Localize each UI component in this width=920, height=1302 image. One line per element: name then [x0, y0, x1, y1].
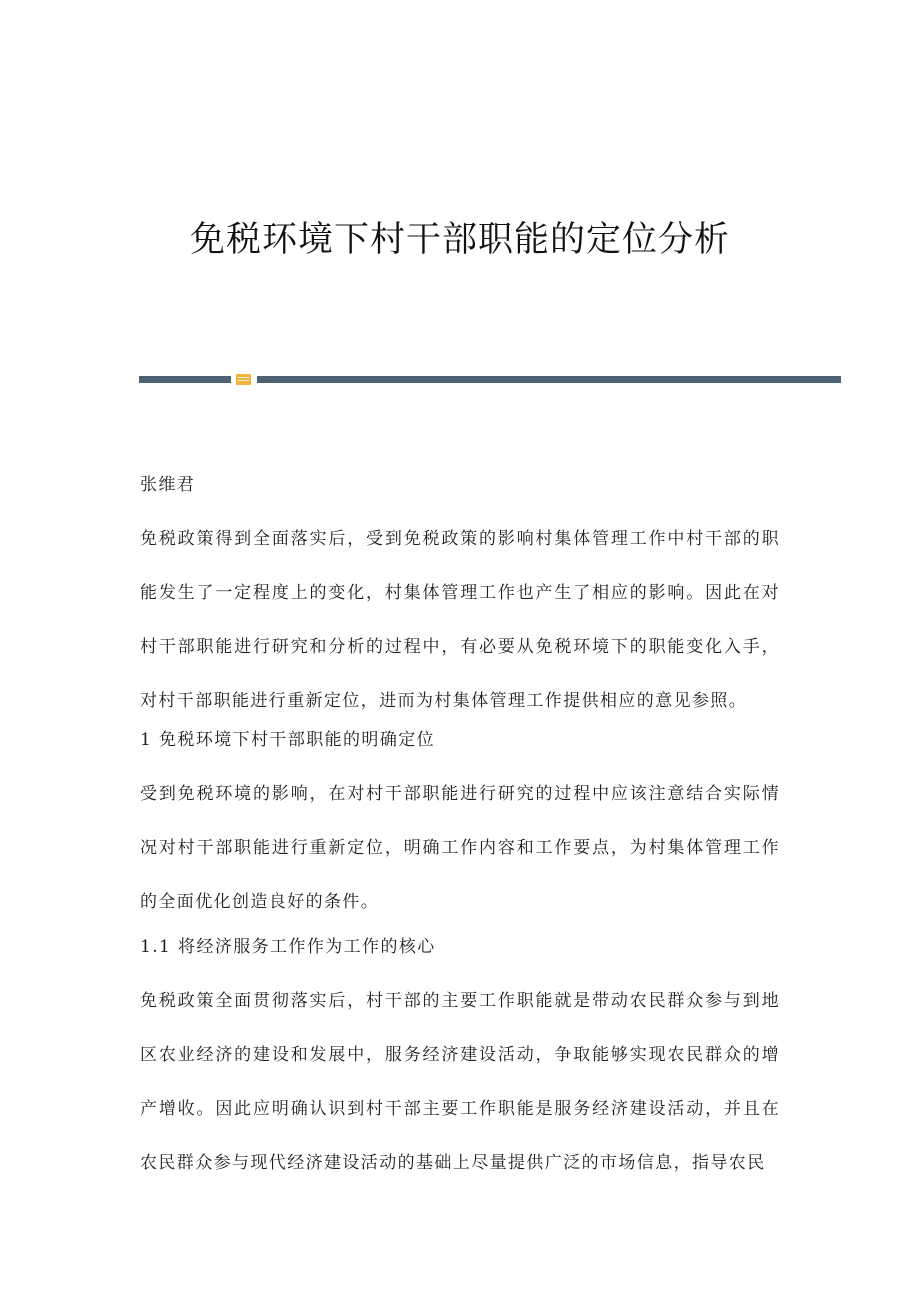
section-1-1-paragraph: 免税政策全面贯彻落实后，村干部的主要工作职能就是带动农民群众参与到地区农业经济的建设和发展中，服务经济建设活动，争取能够实现农民群众的增产增收。因此应明确认识到村干部主要工作职能是服务经济建设活动，并且在农民群众参与现代经济建设活动的基础上尽量提供广泛的市场信息，指导农民: [140, 991, 780, 1173]
section-heading-1-1: 1.1 将经济服务工作作为工作的核心: [140, 937, 436, 957]
divider-bar-left: [139, 376, 231, 383]
title-divider: [139, 374, 841, 386]
intro-paragraph: 免税政策得到全面落实后，受到免税政策的影响村集体管理工作中村干部的职能发生了一定程度上的变化，村集体管理工作也产生了相应的影响。因此在对村干部职能进行研究和分析的过程中，有必要从免税环境下的职能变化入手，对村干部职能进行重新定位，进而为村集体管理工作提供相应的意见参照。: [140, 529, 780, 711]
section-heading-1: 1 免税环境下村干部职能的明确定位: [140, 730, 436, 750]
divider-bar-right: [257, 376, 841, 383]
author-name: 张维君: [140, 475, 196, 495]
section-1-paragraph: 受到免税环境的影响，在对村干部职能进行研究的过程中应该注意结合实际情况对村干部职能进行重新定位，明确工作内容和工作要点，为村集体管理工作的全面优化创造良好的条件。: [140, 784, 780, 912]
document-title: 免税环境下村干部职能的定位分析: [189, 220, 730, 260]
divider-ornament-icon: [236, 374, 251, 385]
